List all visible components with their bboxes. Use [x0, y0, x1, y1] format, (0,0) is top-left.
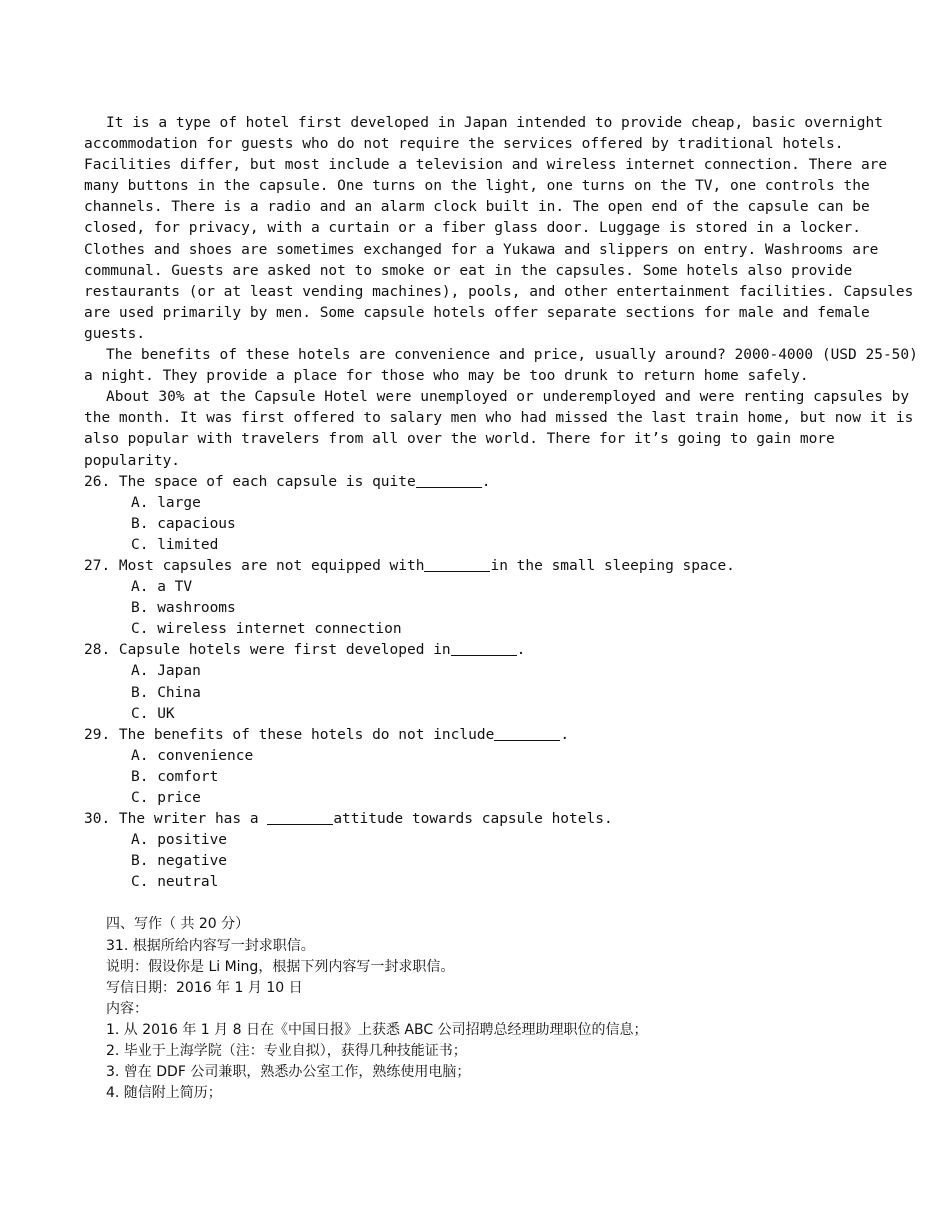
- passage-line: guests.: [84, 325, 146, 342]
- content-label: 内容：: [106, 1000, 148, 1017]
- writing-instruction: 说明：假设你是 Li Ming，根据下列内容写一封求职信。: [106, 958, 455, 975]
- question-stem: [84, 725, 870, 746]
- passage-line: Facilities differ, but most include a television and wireless internet connection. There are: [84, 157, 888, 174]
- question-text: 27. Most capsules are not equipped with: [84, 557, 425, 574]
- question-stem: [84, 472, 870, 493]
- passage-line: the month. It was first offered to salary men who had missed the last train home, but now it is: [84, 410, 914, 427]
- passage-line: closed, for privacy, with a curtain or a fiber glass door. Luggage is stored in a locker.: [84, 220, 861, 237]
- answer-blank: [494, 725, 560, 741]
- answer-option: A. a TV: [131, 579, 193, 596]
- question-stem: [84, 556, 870, 577]
- section-spacer: [84, 893, 870, 914]
- passage-line: accommodation for guests who do not require the services offered by traditional hotels.: [84, 136, 844, 153]
- passage-line: a night. They provide a place for those who may be too drunk to return home safely.: [84, 368, 809, 385]
- question-stem: [84, 640, 870, 661]
- answer-blank: [424, 556, 490, 572]
- question-28: [84, 640, 870, 724]
- passage-line: also popular with travelers from all over the world. There for it’s going to gain more: [84, 431, 835, 448]
- document-content: [84, 113, 918, 1104]
- content-item: 2. 毕业于上海学院（注：专业自拟），获得几种技能证书；: [106, 1043, 467, 1060]
- answer-option: A. large: [131, 494, 201, 511]
- question-26: [84, 472, 870, 556]
- question-text: 29. The benefits of these hotels do not include: [84, 726, 495, 743]
- passage-line: Clothes and shoes are sometimes exchanged for a Yukawa and slippers on entry. Washrooms are: [84, 241, 879, 258]
- answer-option: B. negative: [131, 853, 228, 870]
- answer-option: A. Japan: [131, 663, 201, 680]
- paragraph-1: [84, 113, 914, 345]
- writing-section: [84, 914, 870, 1104]
- answer-blank: [267, 809, 333, 825]
- question-30: [84, 809, 870, 893]
- answer-option: C. price: [131, 790, 201, 806]
- passage-line: restaurants (or at least vending machines), pools, and other entertainment facilities. Capsules: [84, 283, 914, 300]
- section-heading: 四、写作（ 共 20 分）: [106, 916, 250, 933]
- passage-line: About 30% at the Capsule Hotel were unemployed or underemployed and were renting capsules by: [106, 389, 910, 406]
- answer-option: B. capacious: [131, 515, 236, 532]
- answer-option: A. convenience: [131, 747, 254, 764]
- passage-line: The benefits of these hotels are convenience and price, usually around? 2000-4000 (USD 25-50): [106, 347, 918, 364]
- writing-task: 31. 根据所给内容写一封求职信。: [106, 937, 315, 954]
- answer-option: C. UK: [131, 705, 175, 722]
- answer-option: C. wireless internet connection: [131, 621, 402, 638]
- question-text-end: .: [481, 473, 491, 490]
- question-text-end: attitude towards capsule hotels.: [333, 811, 613, 828]
- answer-blank: [451, 640, 517, 656]
- question-text-end: in the small sleeping space.: [490, 557, 735, 574]
- question-text-end: .: [516, 642, 526, 659]
- question-stem: [84, 809, 870, 830]
- question-text: 28. Capsule hotels were first developed in: [84, 642, 451, 659]
- question-27: [84, 556, 870, 640]
- passage-line: popularity.: [84, 452, 181, 469]
- answer-option: B. comfort: [131, 768, 219, 785]
- answer-blank: [416, 472, 482, 488]
- answer-option: B. washrooms: [131, 600, 236, 617]
- answer-option: B. China: [131, 684, 201, 701]
- question-text-end: .: [560, 726, 570, 743]
- paragraph-2: [84, 345, 918, 387]
- answer-option: A. positive: [131, 832, 228, 849]
- question-list: [84, 472, 870, 894]
- question-text: 26. The space of each capsule is quite: [84, 473, 416, 490]
- paragraph-3: [84, 387, 914, 471]
- question-29: [84, 725, 870, 809]
- passage-line: channels. There is a radio and an alarm clock built in. The open end of the capsule can be: [84, 199, 870, 216]
- content-item: 4. 随信附上简历；: [106, 1085, 222, 1102]
- reading-passage: [84, 113, 918, 472]
- passage-line: communal. Guests are asked not to smoke or eat in the capsules. Some hotels also provide: [84, 262, 853, 279]
- passage-line: are used primarily by men. Some capsule hotels offer separate sections for male and female: [84, 304, 870, 321]
- question-text: 30. The writer has a: [84, 811, 268, 828]
- passage-line: many buttons in the capsule. One turns on the light, one turns on the TV, one controls the: [84, 178, 870, 195]
- answer-option: C. limited: [131, 536, 219, 553]
- content-item: 1. 从 2016 年 1 月 8 日在《中国日报》上获悉 ABC 公司招聘总经理助理职位的信息；: [106, 1021, 648, 1038]
- writing-date: 写信日期：2016 年 1 月 10 日: [106, 979, 303, 996]
- content-item: 3. 曾在 DDF 公司兼职，熟悉办公室工作，熟练使用电脑；: [106, 1064, 471, 1081]
- passage-line: It is a type of hotel first developed in Japan intended to provide cheap, basic overnight: [106, 115, 883, 131]
- answer-option: C. neutral: [131, 874, 219, 891]
